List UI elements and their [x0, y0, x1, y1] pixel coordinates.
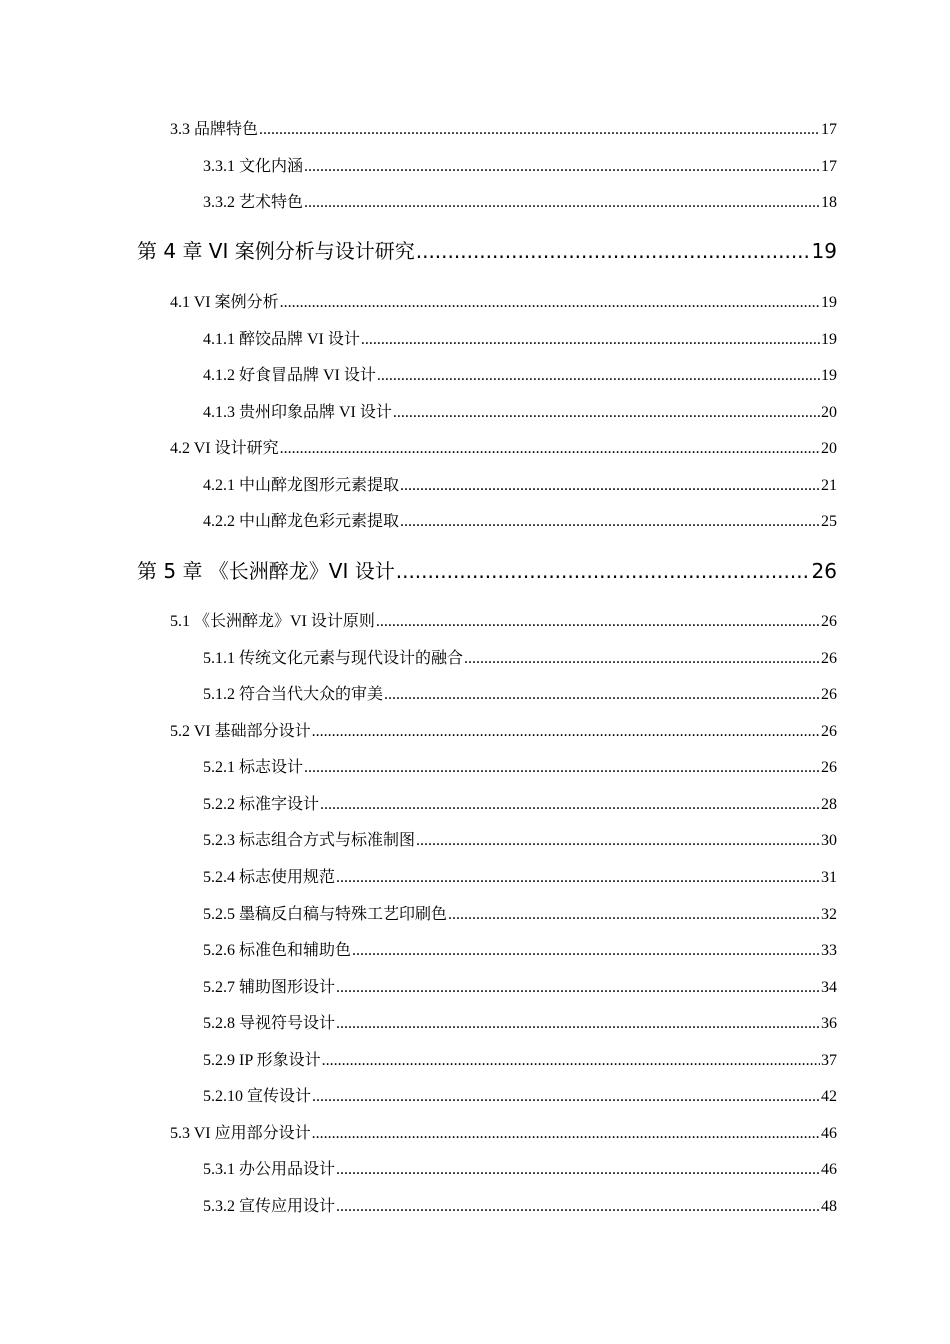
dot-leader [322, 1052, 820, 1070]
toc-chapter-entry[interactable] [137, 235, 837, 264]
toc-entry-page: 34 [821, 979, 837, 996]
toc-entry-page: 42 [821, 1088, 837, 1105]
dot-leader [384, 686, 820, 704]
toc-entry-page: 32 [821, 906, 837, 923]
toc-entry[interactable] [203, 974, 837, 997]
toc-entry-page: 37 [821, 1052, 837, 1069]
toc-entry-label: 5.2.8 导视符号设计 [203, 1015, 336, 1032]
toc-entry[interactable] [203, 189, 837, 212]
toc-entry[interactable] [203, 864, 837, 887]
toc-entry-label: 5.2.1 标志设计 [203, 759, 304, 776]
toc-entry[interactable] [170, 718, 837, 741]
dot-leader [312, 1125, 820, 1143]
toc-entry-page: 26 [821, 686, 837, 703]
toc-entry-page: 17 [821, 158, 837, 175]
toc-entry-label: 第 4 章 VI 案例分析与设计研究 [137, 239, 415, 263]
toc-entry[interactable] [203, 1156, 837, 1179]
dot-leader [361, 331, 820, 349]
toc-chapter-entry[interactable] [137, 555, 837, 584]
toc-entry-label: 4.1.1 醉饺品牌 VI 设计 [203, 331, 360, 348]
toc-entry-label: 3.3.2 艺术特色 [203, 194, 304, 211]
toc-entry-page: 26 [821, 759, 837, 776]
toc-entry-page: 20 [821, 404, 837, 421]
toc-entry-label: 5.3.2 宣传应用设计 [203, 1198, 336, 1215]
toc-entry-label: 5.3.1 办公用品设计 [203, 1161, 336, 1178]
toc-entry-page: 48 [821, 1198, 837, 1215]
toc-entry-label: 5.1.2 符合当代大众的审美 [203, 686, 384, 703]
toc-entry[interactable] [203, 681, 837, 704]
toc-entry-label: 5.2.7 辅助图形设计 [203, 979, 336, 996]
toc-entry-label: 5.2.4 标志使用规范 [203, 869, 336, 886]
toc-entry[interactable] [203, 645, 837, 668]
toc-entry-page: 26 [811, 559, 837, 583]
dot-leader [336, 1198, 820, 1216]
toc-entry-label: 第 5 章 《长洲醉龙》VI 设计 [137, 559, 395, 583]
dot-leader [400, 513, 820, 531]
toc-entry[interactable] [203, 508, 837, 531]
toc-entry[interactable] [170, 1120, 837, 1143]
toc-entry-page: 36 [821, 1015, 837, 1032]
toc-entry-page: 17 [821, 121, 837, 138]
toc-entry-page: 26 [821, 650, 837, 667]
toc-entry[interactable] [203, 791, 837, 814]
toc-entry-label: 5.2 VI 基础部分设计 [170, 723, 311, 740]
dot-leader [416, 832, 820, 850]
toc-entry-label: 5.2.10 宣传设计 [203, 1088, 312, 1105]
dot-leader [259, 121, 820, 139]
toc-entry-page: 31 [821, 869, 837, 886]
toc-entry[interactable] [170, 289, 837, 312]
dot-leader [464, 650, 820, 668]
toc-entry[interactable] [203, 399, 837, 422]
dot-leader [304, 194, 820, 212]
dot-leader [320, 796, 820, 814]
toc-entry-page: 46 [821, 1161, 837, 1178]
toc-entry[interactable] [170, 116, 837, 139]
dot-leader [312, 723, 820, 741]
toc-entry-page: 18 [821, 194, 837, 211]
toc-entry-label: 3.3 品牌特色 [170, 121, 259, 138]
toc-entry[interactable] [203, 153, 837, 176]
toc-entry-label: 4.1.2 好食冒品牌 VI 设计 [203, 367, 376, 384]
toc-entry-label: 5.2.3 标志组合方式与标准制图 [203, 832, 416, 849]
toc-entry[interactable] [203, 754, 837, 777]
dot-leader [280, 440, 820, 458]
toc-entry[interactable] [203, 827, 837, 850]
dot-leader [396, 559, 811, 583]
toc-entry[interactable] [203, 326, 837, 349]
toc-entry-label: 4.1.3 贵州印象品牌 VI 设计 [203, 404, 392, 421]
toc-entry-label: 5.1.1 传统文化元素与现代设计的融合 [203, 650, 464, 667]
toc-entry[interactable] [203, 1010, 837, 1033]
toc-entry-label: 5.1 《长洲醉龙》VI 设计原则 [170, 613, 375, 630]
toc-entry[interactable] [203, 1083, 837, 1106]
dot-leader [336, 1161, 820, 1179]
toc-entry-page: 33 [821, 942, 837, 959]
toc-entry-page: 25 [821, 513, 837, 530]
toc-entry-page: 46 [821, 1125, 837, 1142]
dot-leader [393, 404, 820, 422]
toc-entry[interactable] [203, 472, 837, 495]
dot-leader [416, 239, 811, 263]
dot-leader [336, 1015, 820, 1033]
toc-entry[interactable] [203, 901, 837, 924]
toc-entry[interactable] [203, 362, 837, 385]
toc-entry-page: 26 [821, 613, 837, 630]
toc-entry[interactable] [203, 1047, 837, 1070]
toc-entry[interactable] [170, 608, 837, 631]
toc-entry-page: 19 [821, 367, 837, 384]
toc-entry-page: 20 [821, 440, 837, 457]
toc-entry-label: 3.3.1 文化内涵 [203, 158, 304, 175]
toc-entry-page: 19 [821, 331, 837, 348]
dot-leader [448, 906, 820, 924]
toc-entry-label: 4.2.1 中山醉龙图形元素提取 [203, 477, 400, 494]
toc-entry[interactable] [203, 1193, 837, 1216]
toc-entry-label: 4.2 VI 设计研究 [170, 440, 279, 457]
dot-leader [400, 477, 820, 495]
toc-entry-label: 4.2.2 中山醉龙色彩元素提取 [203, 513, 400, 530]
dot-leader [312, 1088, 820, 1106]
toc-entry-label: 5.2.9 IP 形象设计 [203, 1052, 321, 1069]
toc-entry-page: 19 [811, 239, 837, 263]
toc-entry[interactable] [203, 937, 837, 960]
dot-leader [352, 942, 820, 960]
toc-entry-page: 26 [821, 723, 837, 740]
dot-leader [377, 367, 820, 385]
dot-leader [376, 613, 820, 631]
toc-entry-label: 5.2.6 标准色和辅助色 [203, 942, 352, 959]
toc-entry-page: 30 [821, 832, 837, 849]
toc-entry[interactable] [170, 435, 837, 458]
dot-leader [304, 759, 820, 777]
toc-entry-label: 5.2.2 标准字设计 [203, 796, 320, 813]
dot-leader [304, 158, 820, 176]
toc-entry-label: 5.3 VI 应用部分设计 [170, 1125, 311, 1142]
dot-leader [336, 869, 820, 887]
dot-leader [336, 979, 820, 997]
toc-entry-label: 4.1 VI 案例分析 [170, 294, 279, 311]
toc-entry-page: 19 [821, 294, 837, 311]
toc-entry-page: 28 [821, 796, 837, 813]
toc-entry-page: 21 [821, 477, 837, 494]
dot-leader [280, 294, 820, 312]
toc-entry-label: 5.2.5 墨稿反白稿与特殊工艺印刷色 [203, 906, 448, 923]
